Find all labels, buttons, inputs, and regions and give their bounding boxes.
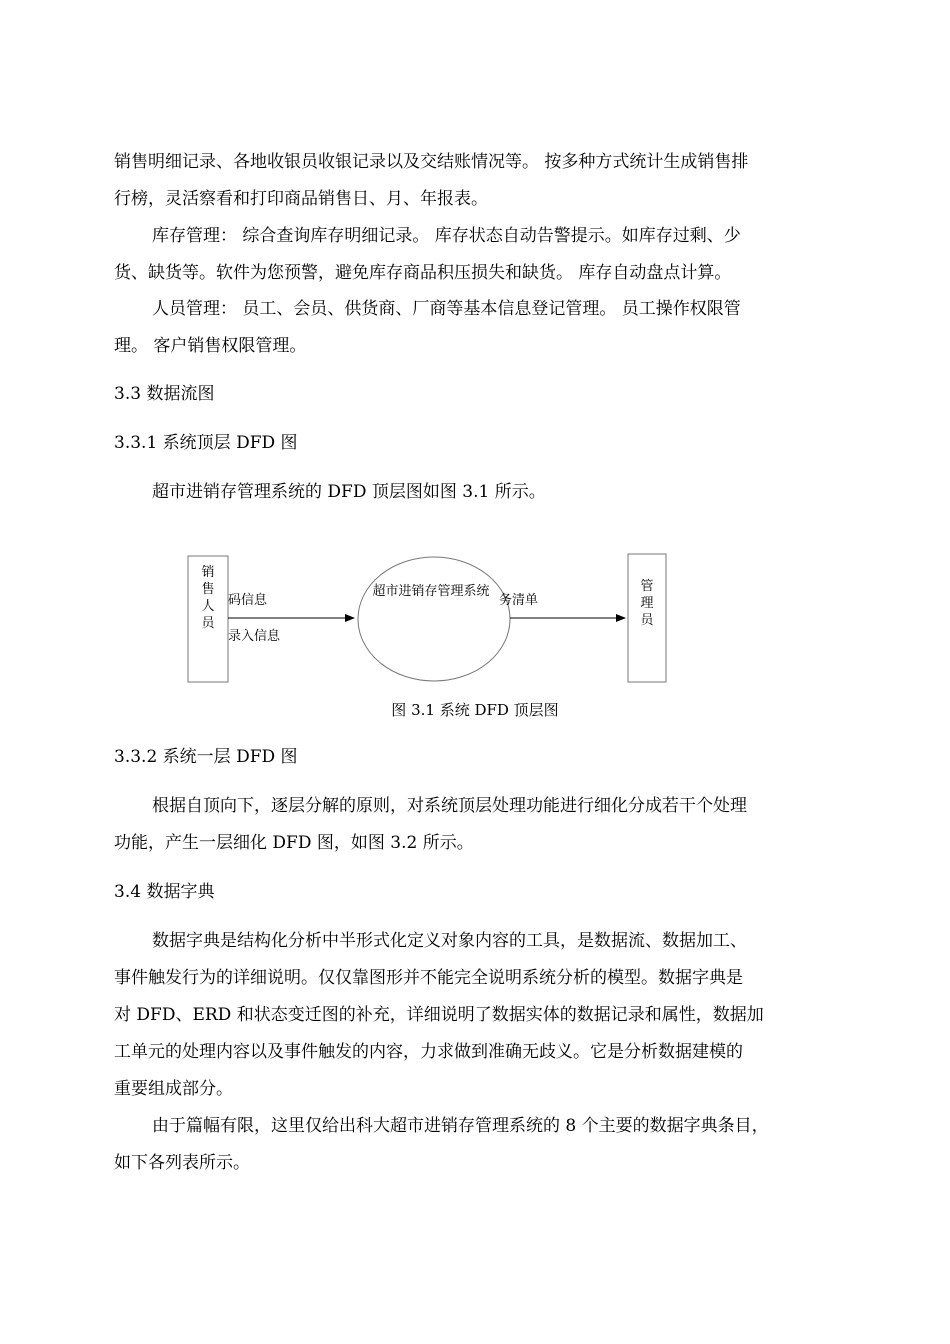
paragraph-line: 由于篇幅有限，这里仅给出科大超市进销存管理系统的 8 个主要的数据字典条目， [152,1116,769,1136]
paragraph-line: 销售明细记录、各地收银员收银记录以及交结账情况等。 按多种方式统计生成销售排 [114,152,749,172]
section-heading: 3.3.2 系统一层 DFD 图 [114,747,298,767]
paragraph-line: 超市进销存管理系统的 DFD 顶层图如图 3.1 所示。 [152,482,546,502]
section-heading: 3.4 数据字典 [114,882,215,902]
paragraph-line: 人员管理： 员工、会员、供货商、厂商等基本信息登记管理。 员工操作权限管 [152,299,741,319]
entity-label: 员 [640,613,654,628]
section-heading: 3.3 数据流图 [114,384,215,404]
entity-label: 售 [201,582,215,597]
entity-label: 理 [640,596,654,611]
entity-label: 人 [201,599,215,614]
paragraph-line: 重要组成部分。 [114,1079,233,1099]
paragraph-line: 工单元的处理内容以及事件触发的内容，力求做到准确无歧义。它是分析数据建模的 [114,1042,743,1062]
section-heading: 3.3.1 系统顶层 DFD 图 [114,433,298,453]
flow-label: 务清单 [499,593,539,608]
flow-label: 码信息 [228,593,268,608]
paragraph-line: 对 DFD、ERD 和状态变迁图的补充，详细说明了数据实体的数据记录和属性，数据加 [114,1005,764,1025]
paragraph-line: 如下各列表所示。 [114,1153,250,1173]
paragraph-line: 事件触发行为的详细说明。仅仅靠图形并不能完全说明系统分析的模型。数据字典是 [114,968,743,988]
entity-label: 员 [201,616,215,631]
paragraph-line: 数据字典是结构化分析中半形式化定义对象内容的工具，是数据流、数据加工、 [152,931,747,951]
paragraph-line: 功能，产生一层细化 DFD 图，如图 3.2 所示。 [114,833,474,853]
paragraph-line: 根据自顶向下，逐层分解的原则，对系统顶层处理功能进行细化分成若干个处理 [152,796,747,816]
process-ellipse [358,557,510,681]
flow-label: 录入信息 [228,629,281,644]
entity-label: 管 [640,579,654,594]
paragraph-line: 理。 客户销售权限管理。 [114,336,307,356]
paragraph-line: 行榜，灵活察看和打印商品销售日、月、年报表。 [114,189,488,209]
paragraph-line: 库存管理： 综合查询库存明细记录。 库存状态自动告警提示。如库存过剩、少 [152,226,741,246]
figure-caption: 图 3.1 系统 DFD 顶层图 [391,701,559,719]
entity-label: 销 [201,565,215,580]
paragraph-line: 货、缺货等。软件为您预警，避免库存商品积压损失和缺货。 库存自动盘点计算。 [114,263,732,283]
process-label: 超市进销存管理系统 [372,584,490,599]
